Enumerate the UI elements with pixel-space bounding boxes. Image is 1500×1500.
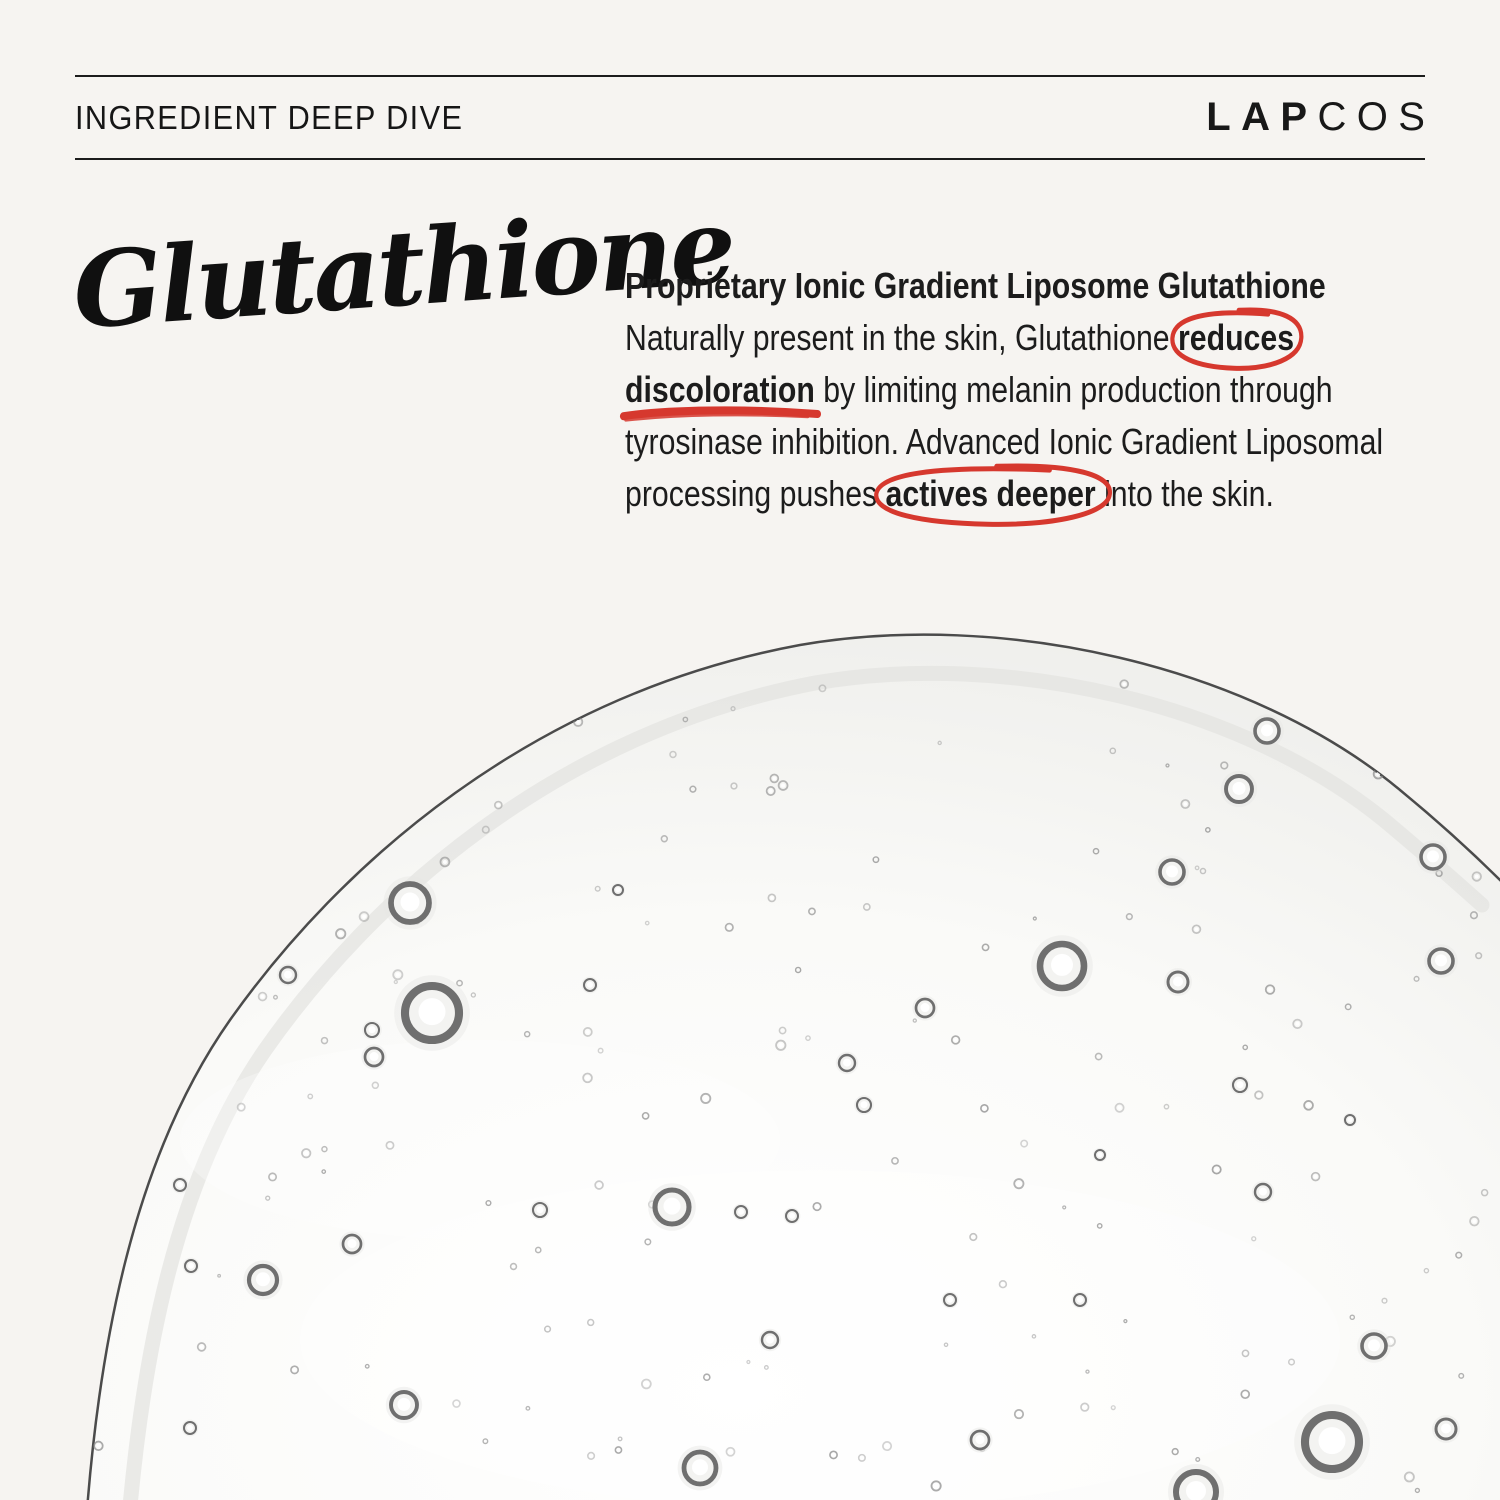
copy-line-2 — [625, 364, 1347, 416]
header-eyebrow: INGREDIENT DEEP DIVE — [75, 98, 464, 136]
copy-line-3 — [625, 416, 1384, 468]
copy-line-1 — [625, 312, 1347, 364]
copy-text: by limiting melanin production through — [814, 369, 1333, 410]
emphasis-reduces — [1178, 317, 1294, 358]
brand-logo-lap: LAP — [1206, 95, 1318, 139]
copy-text: processing pushes — [625, 473, 886, 514]
copy-text: actives deeper — [885, 473, 1096, 514]
copy-text: tyrosinase inhibition. Advanced Ionic Gradient Liposomal — [625, 421, 1384, 462]
gel-photo — [0, 555, 1500, 1500]
brand-logo — [1206, 95, 1435, 140]
emphasis-actives-deeper — [886, 473, 1096, 514]
header — [75, 75, 1436, 160]
emphasis-discoloration — [625, 369, 815, 410]
copy-text: Naturally present in the skin, Glutathione — [625, 317, 1179, 358]
copy-heading: Proprietary Ionic Gradient Liposome Glutathione — [625, 265, 1326, 306]
ingredient-copy — [625, 260, 1485, 520]
copy-line-4 — [625, 468, 1347, 520]
copy-text: reduces — [1178, 317, 1295, 358]
ingredient-script-title: Glutathione — [69, 183, 737, 353]
copy-text: into the skin. — [1095, 473, 1274, 514]
brand-logo-cos: COS — [1317, 95, 1436, 139]
copy-text: discoloration — [625, 369, 815, 410]
